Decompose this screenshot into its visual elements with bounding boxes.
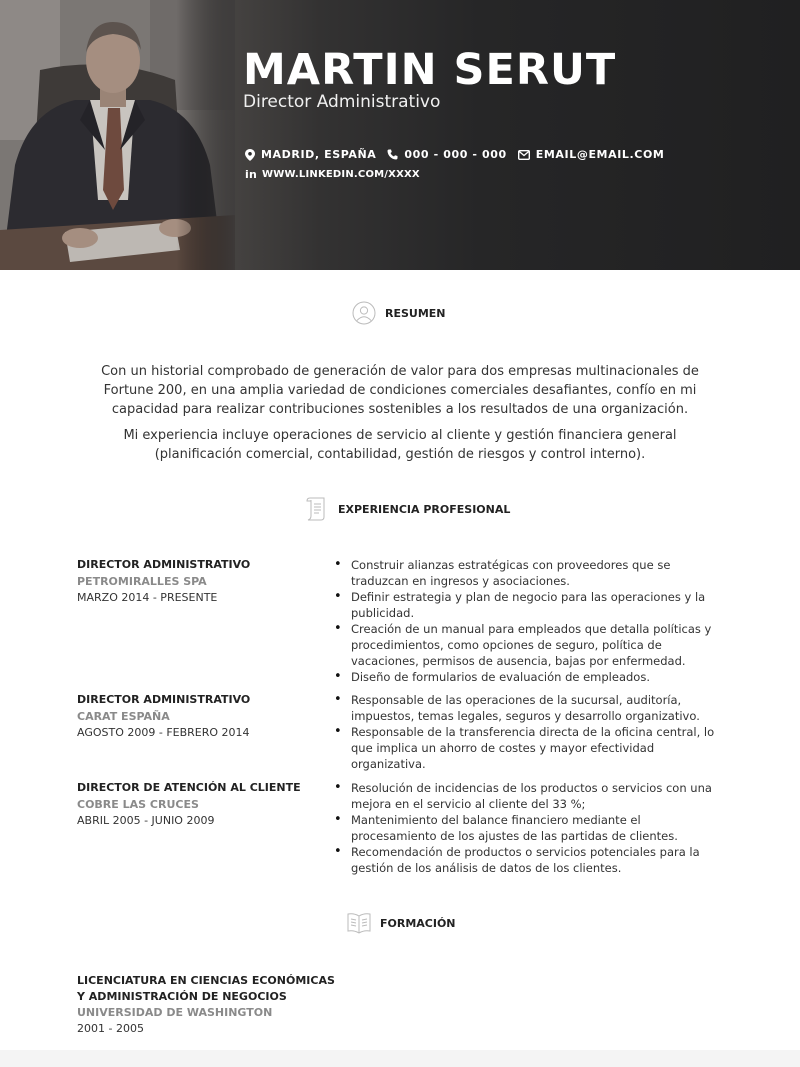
summary-heading-label: RESUMEN [385, 306, 446, 320]
school-name: UNIVERSIDAD DE WASHINGTON [77, 1006, 273, 1019]
job-bullet: • Diseño de formularios de evaluación de empleados. [334, 669, 724, 685]
contact-phone [387, 148, 506, 161]
experience-heading [305, 496, 510, 522]
job-dates: ABRIL 2005 - JUNIO 2009 [77, 814, 215, 827]
job-bullet: • Responsable de la transferencia directa de la oficina central, lo que implica un ahorro de costes y mayor efectividad organizativa. [334, 724, 724, 772]
job-dates: MARZO 2014 - PRESENTE [77, 591, 218, 604]
job-company: COBRE LAS CRUCES [77, 797, 199, 811]
experience-heading-label: EXPERIENCIA PROFESIONAL [338, 502, 511, 516]
job-dates: AGOSTO 2009 - FEBRERO 2014 [77, 726, 250, 739]
summary-paragraph: Mi experiencia incluye operaciones de servicio al cliente y gestión financiera general (planificación comercial, contabilidad, gestión de riesgos y control interno). [123, 428, 677, 462]
email-link[interactable]: EMAIL@EMAIL.COM [535, 148, 665, 161]
phone-text: 000 - 000 - 000 [404, 148, 507, 161]
education-dates: 2001 - 2005 [77, 1022, 144, 1035]
profile-photo [0, 0, 235, 270]
job-meta [77, 692, 317, 742]
job-company: CARAT ESPAÑA [77, 709, 170, 723]
contact-location [245, 148, 376, 161]
job-bullet: • Recomendación de productos o servicios potenciales para la gestión de los análisis de datos de los clientes. [334, 844, 724, 876]
job-company: PETROMIRALLES SPA [77, 574, 207, 588]
job-title: DIRECTOR DE ATENCIÓN AL CLIENTE [77, 781, 301, 794]
person-circle-icon [352, 301, 376, 325]
candidate-role: Director Administrativo [243, 92, 441, 112]
linkedin-link[interactable]: WWW.LINKEDIN.COM/XXXX [262, 169, 420, 180]
job-bullets [334, 557, 724, 685]
job-bullet: • Resolución de incidencias de los productos o servicios con una mejora en el servicio al cliente del 33 %; [334, 780, 724, 812]
degree-title: LICENCIATURA EN CIENCIAS ECONÓMICAS Y ADMINISTRACIÓN DE NEGOCIOS [77, 974, 335, 1003]
education-heading [347, 912, 456, 934]
job-bullet: • Construir alianzas estratégicas con proveedores que se traduzcan en ingresos y asociaciones. [334, 557, 724, 589]
job-bullets [334, 692, 724, 772]
linkedin-icon: in [245, 168, 258, 181]
education-entry [77, 973, 337, 1037]
job-meta [77, 557, 317, 607]
summary-text [100, 362, 700, 471]
page-footer-strip [0, 1050, 800, 1067]
job-title: DIRECTOR ADMINISTRATIVO [77, 558, 251, 571]
location-text: MADRID, ESPAÑA [261, 148, 377, 161]
candidate-name: MARTIN SERUT [243, 45, 617, 95]
contact-email[interactable] [518, 148, 665, 161]
map-pin-icon [245, 149, 255, 161]
job-bullet: • Definir estrategia y plan de negocio para las operaciones y la publicidad. [334, 589, 724, 621]
open-book-icon [347, 912, 371, 934]
job-bullet: • Mantenimiento del balance financiero mediante el procesamiento de los ajustes de las partidas de clientes. [334, 812, 724, 844]
job-bullet: • Creación de un manual para empleados que detalla políticas y procedimientos, como opciones de seguro, política de vacaciones, permisos de ausencia, bajas por enfermedad. [334, 621, 724, 669]
job-bullets [334, 780, 724, 876]
summary-heading [352, 301, 446, 325]
contact-row [245, 148, 675, 161]
phone-icon [387, 149, 398, 160]
scroll-icon [305, 496, 329, 522]
job-meta [77, 780, 317, 830]
education-heading-label: FORMACIÓN [380, 916, 456, 930]
envelope-icon [518, 150, 530, 160]
resume-header [0, 0, 800, 270]
contact-row-linkedin [245, 168, 420, 181]
job-title: DIRECTOR ADMINISTRATIVO [77, 693, 251, 706]
job-bullet: • Responsable de las operaciones de la sucursal, auditoría, impuestos, temas legales, seguros y desarrollo organizativo. [334, 692, 724, 724]
summary-paragraph: Con un historial comprobado de generación de valor para dos empresas multinacionales de Fortune 200, en una amplia variedad de condiciones comerciales desafiantes, confío en mi capacidad para realizar contribuciones sostenibles a los resultados de una organización. [101, 364, 699, 417]
